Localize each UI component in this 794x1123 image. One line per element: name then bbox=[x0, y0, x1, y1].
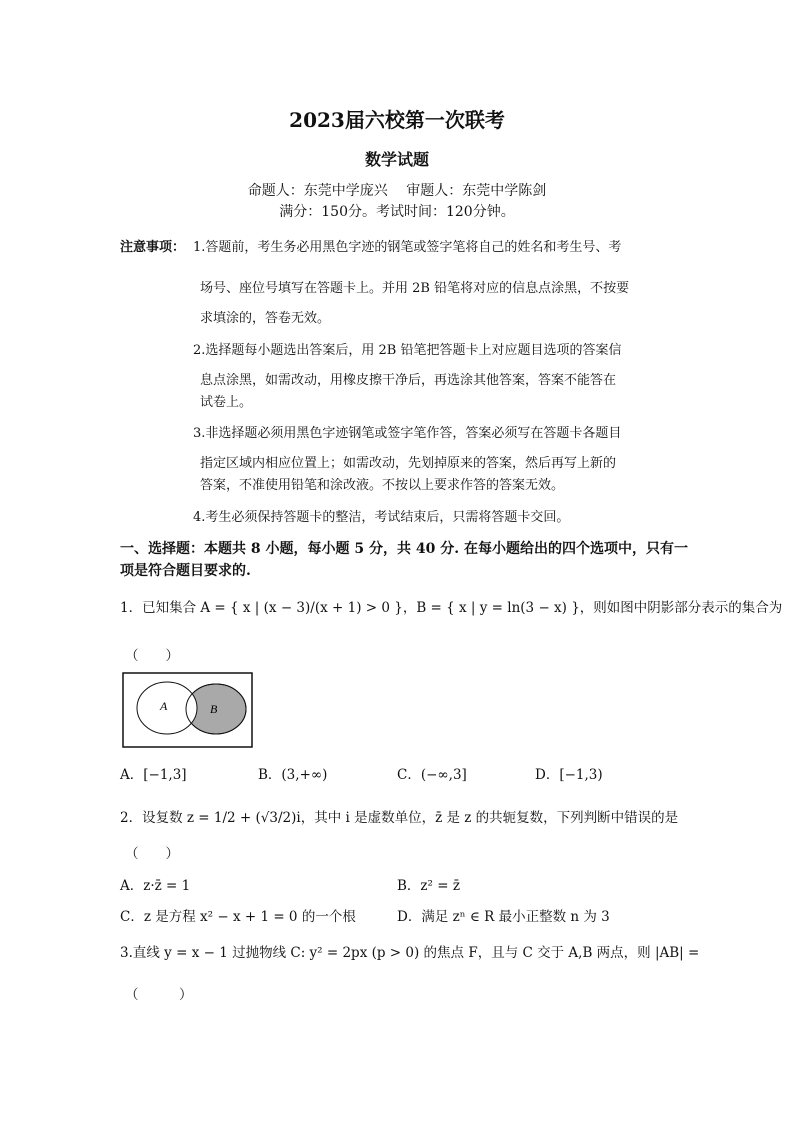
question-2-paren: （ ） bbox=[125, 846, 179, 862]
exam-authors: 命题人：东莞中学庞兴 审题人：东莞中学陈剑 bbox=[247, 183, 547, 199]
notice-line: 指定区域内相应位置上；如需改动，先划掉原来的答案，然后再写上新的 bbox=[200, 456, 617, 471]
question-2-choice-d: D．满足 zⁿ ∈ R 最小正整数 n 为 3 bbox=[397, 909, 610, 925]
notice-line: 场号、座位号填写在答题卡上。并用 2B 铅笔将对应的信息点涂黑，不按要 bbox=[200, 281, 630, 296]
question-2-choice-a: A．z·z̄ = 1 bbox=[120, 878, 191, 894]
question-1-paren: （ ） bbox=[125, 648, 179, 664]
venn-diagram bbox=[122, 672, 254, 750]
question-2-choice-b: B．z² = z̄ bbox=[397, 878, 460, 894]
question-1-choice-b: B．(3,+∞) bbox=[258, 767, 328, 783]
notice-label: 注意事项： bbox=[120, 240, 186, 255]
question-1-text: 1．已知集合 A = { x | (x − 3)/(x + 1) > 0 }，B = { x | y = ln(3 − x) }，则如图中阴影部分表示的集合为 bbox=[120, 600, 783, 616]
section-heading: 一、选择题：本题共 8 小题，每小题 5 分，共 40 分. 在每小题给出的四个选项中，只有一 bbox=[120, 541, 688, 557]
notice-line: 1.答题前，考生务必用黑色字迹的钢笔或签字笔将自己的姓名和考生号、考 bbox=[193, 240, 622, 255]
question-1-choice-c: C．(−∞,3] bbox=[397, 767, 467, 783]
question-1-choice-d: D．[−1,3) bbox=[535, 767, 603, 783]
exam-subtitle: 数学试题 bbox=[364, 150, 429, 169]
venn-label-b: B bbox=[210, 702, 218, 716]
question-1-choice-a: A．[−1,3] bbox=[120, 767, 187, 783]
exam-title: 2023届六校第一次联考 bbox=[289, 108, 505, 132]
notice-line: 答案，不准使用铅笔和涂改液。不按以上要求作答的答案无效。 bbox=[200, 478, 565, 493]
venn-label-a: A bbox=[160, 699, 168, 713]
exam-time: 满分：150分。考试时间：120分钟。 bbox=[279, 204, 515, 220]
notice-line: 4.考生必须保持答题卡的整洁，考试结束后，只需将答题卡交回。 bbox=[193, 510, 570, 525]
question-2-text: 2．设复数 z = 1/2 + (√3/2)i，其中 i 是虚数单位，z̄ 是 z 的共轭复数，下列判断中错误的是 bbox=[120, 810, 679, 826]
notice-line: 2.选择题每小题选出答案后，用 2B 铅笔把答题卡上对应题目选项的答案信 bbox=[193, 343, 622, 358]
notice-line: 试卷上。 bbox=[200, 395, 253, 410]
notice-line: 求填涂的，答卷无效。 bbox=[200, 311, 331, 326]
notice-line: 3.非选择题必须用黑色字迹钢笔或签字笔作答，答案必须写在答题卡各题目 bbox=[193, 426, 622, 441]
question-3-text: 3.直线 y = x − 1 过抛物线 C: y² = 2px (p > 0) 的焦点 F，且与 C 交于 A,B 两点，则 |AB| = bbox=[120, 945, 700, 961]
question-2-choice-c: C．z 是方程 x² − x + 1 = 0 的一个根 bbox=[120, 909, 356, 925]
question-3-paren: （ ） bbox=[125, 987, 193, 1003]
notice-line: 息点涂黑，如需改动，用橡皮擦干净后，再选涂其他答案，答案不能答在 bbox=[200, 373, 617, 388]
section-heading-cont: 项是符合题目要求的. bbox=[120, 563, 251, 579]
